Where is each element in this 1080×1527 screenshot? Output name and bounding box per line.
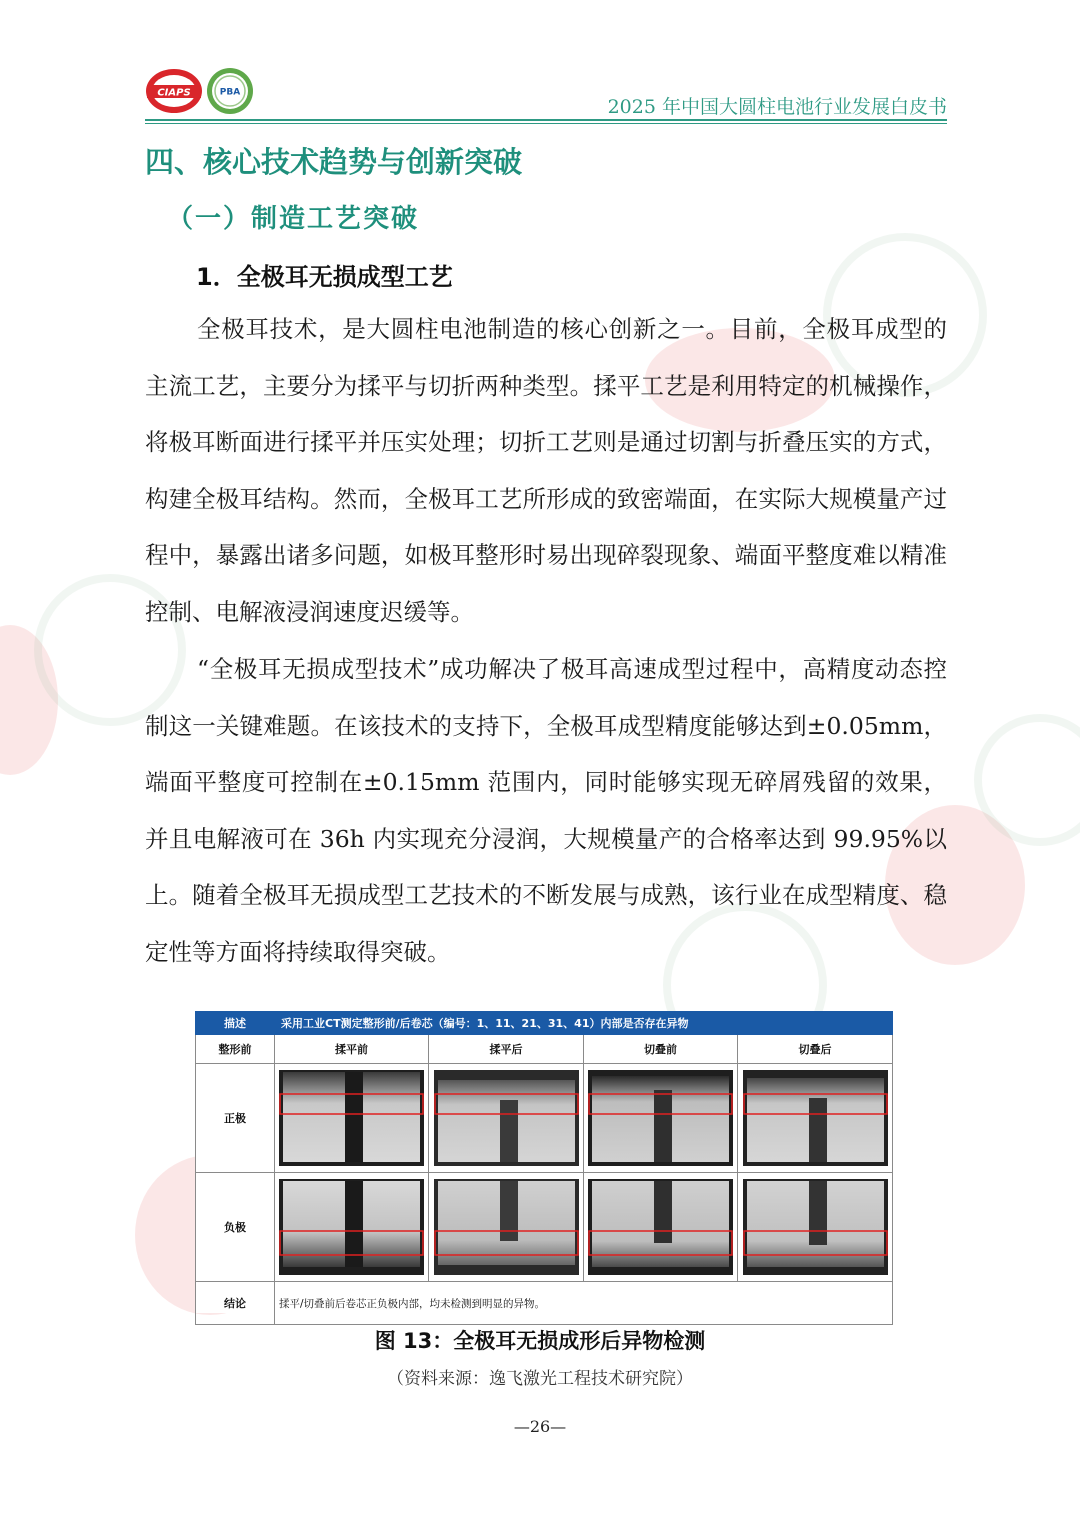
ct-image-cell bbox=[584, 1064, 738, 1173]
ciaps-logo-icon bbox=[145, 68, 203, 114]
topic-heading: 1．全极耳无损成型工艺 bbox=[196, 263, 453, 291]
figure-source: （资料来源：逸飞激光工程技术研究院） bbox=[387, 1369, 693, 1389]
column-header: 揉平后 bbox=[429, 1035, 584, 1064]
header-divider-thin bbox=[145, 123, 947, 124]
ct-image-cell bbox=[584, 1173, 738, 1282]
body-paragraph-1: 全极耳技术，是大圆柱电池制造的核心创新之一。目前，全极耳成型的主流工艺，主要分为揉平与切折两种类型。揉平工艺是利用特定的机械操作，将极耳断面进行揉平并压实处理；切折工艺则是通过切割与折叠压实的方式，构建全极耳结构。然而，全极耳工艺所形成的致密端面，在实际大规模量产过程中，暴露出诸多问题，如极耳整形时易出现碎裂现象、端面平整度难以精准控制、电解液浸润速度迟缓等。 bbox=[145, 315, 947, 626]
ct-scan-image bbox=[743, 1179, 888, 1275]
row-header-label: 整形前 bbox=[196, 1035, 275, 1064]
column-header: 揉平前 bbox=[275, 1035, 429, 1064]
ct-scan-image bbox=[279, 1179, 424, 1275]
column-header: 切叠前 bbox=[584, 1035, 738, 1064]
page-header bbox=[145, 62, 947, 124]
conclusion-text: 揉平/切叠前后卷芯正负极内部，均未检测到明显的异物。 bbox=[275, 1282, 893, 1325]
pba-logo-text: PBA bbox=[219, 87, 241, 98]
ciaps-logo-text: CIAPS bbox=[157, 87, 191, 99]
subsection-heading: （一）制造工艺突破 bbox=[167, 204, 420, 234]
table-description-row bbox=[196, 1012, 893, 1035]
watermark-ciaps-icon bbox=[0, 620, 60, 780]
page-number: —26— bbox=[513, 1417, 567, 1436]
figure-caption: 图 13：全极耳无损成形后异物检测 bbox=[374, 1329, 706, 1353]
desc-text: 采用工业CT测定整形前/后卷芯（编号：1、11、21、31、41）内部是否存在异物 bbox=[275, 1012, 893, 1035]
figure-ct-inspection bbox=[195, 1011, 892, 1313]
body-paragraph-2: “全极耳无损成型技术”成功解决了极耳高速成型过程中，高精度动态控制这一关键难题。在该技术的支持下，全极耳成型精度能够达到±0.05mm，端面平整度可控制在±0.15mm 范围内，同时能够实现无碎屑残留的效果，并且电解液可在 36h 内实现充分浸润，大规模量产的合格率达到 99.95%以上。随着全极耳无损成型工艺技术的不断发展与成熟，该行业在成型精度、稳定性等方面将持续取得突破。 bbox=[145, 655, 947, 966]
section-heading: 四、核心技术趋势与创新突破 bbox=[145, 145, 523, 179]
ct-image-cell bbox=[738, 1173, 893, 1282]
ct-image-cell bbox=[738, 1064, 893, 1173]
pba-logo-icon bbox=[205, 66, 255, 116]
table-header-row bbox=[196, 1035, 893, 1064]
inspection-table bbox=[195, 1011, 893, 1325]
ct-image-cell bbox=[275, 1173, 429, 1282]
row-label: 负极 bbox=[196, 1173, 275, 1282]
column-header: 切叠后 bbox=[738, 1035, 893, 1064]
ct-scan-image bbox=[434, 1070, 579, 1166]
ct-scan-image bbox=[279, 1070, 424, 1166]
desc-label: 描述 bbox=[196, 1012, 275, 1035]
ct-scan-image bbox=[434, 1179, 579, 1275]
ct-image-cell bbox=[429, 1173, 584, 1282]
table-row-positive bbox=[196, 1064, 893, 1173]
conclusion-label: 结论 bbox=[196, 1282, 275, 1325]
ct-image-cell bbox=[429, 1064, 584, 1173]
ct-scan-image bbox=[588, 1179, 733, 1275]
table-row-negative bbox=[196, 1173, 893, 1282]
ct-image-cell bbox=[275, 1064, 429, 1173]
table-conclusion-row bbox=[196, 1282, 893, 1325]
ct-scan-image bbox=[743, 1070, 888, 1166]
row-label: 正极 bbox=[196, 1064, 275, 1173]
document-title: 2025 年中国大圆柱电池行业发展白皮书 bbox=[607, 96, 947, 118]
watermark-pba-icon bbox=[960, 710, 1080, 850]
ct-scan-image bbox=[588, 1070, 733, 1166]
header-divider bbox=[145, 119, 947, 121]
